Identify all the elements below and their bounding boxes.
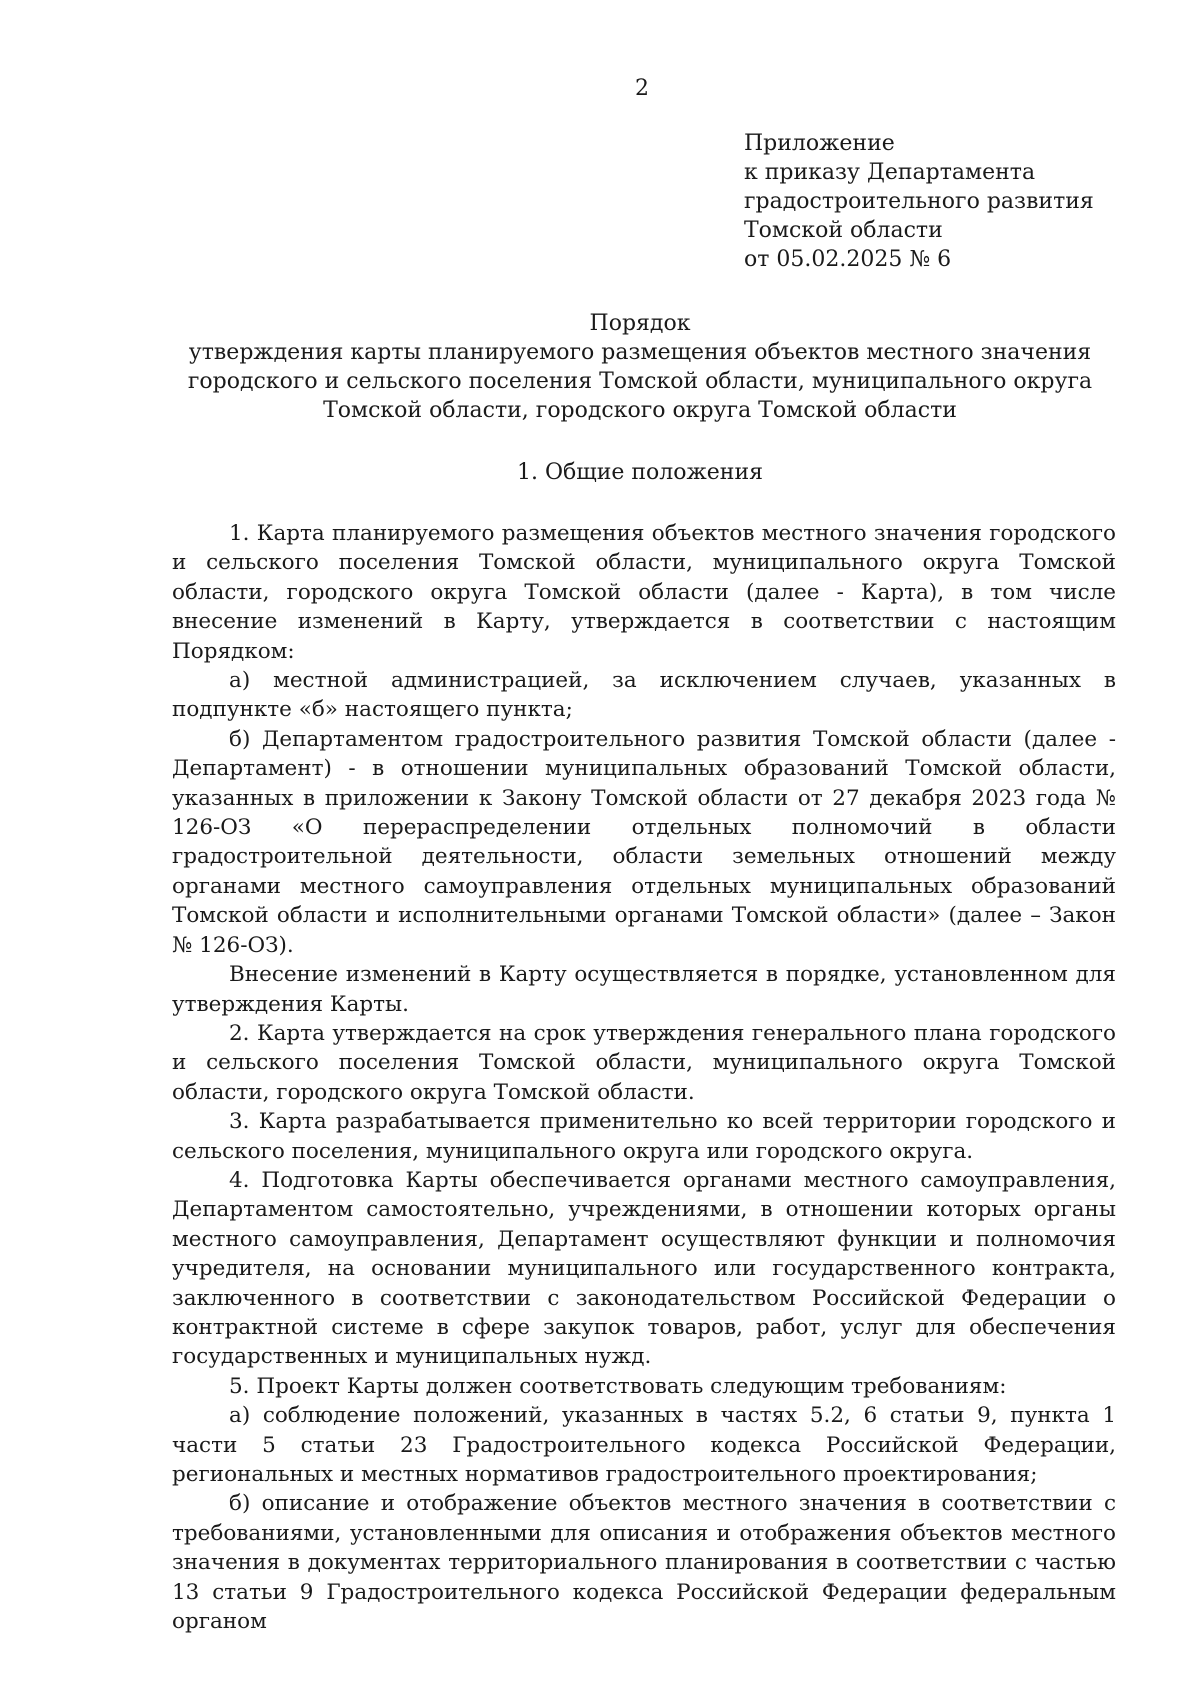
title-line: городского и сельского поселения Томской области, муниципального округа: [187, 369, 1093, 394]
paragraph: б) Департаментом градостроительного развития Томской области (далее - Департамент) - в отношении муниципальных образований Томской области, указанных в приложении к Закону Томской области от 27 декабря 2023 года № 126-ОЗ «О перераспределении отдельных полномочий в области градостроительной деятельности, области земельных отношений между органами местного самоуправления отдельных муниципальных образований Томской области и исполнительными органами Томской области» (далее – Закон № 126-ОЗ).: [172, 726, 1116, 958]
appendix-line: к приказу Департамента: [744, 160, 1036, 185]
paragraph: а) местной администрацией, за исключением случаев, указанных в подпункте «б» настоящего пункта;: [172, 668, 1116, 723]
document-title: [150, 309, 1130, 425]
title-line: утверждения карты планируемого размещения объектов местного значения: [188, 340, 1092, 365]
paragraph: 5. Проект Карты должен соответствовать следующим требованиям:: [229, 1373, 1007, 1399]
appendix-line: Томской области: [744, 218, 943, 243]
document-body: [172, 519, 1116, 1636]
appendix-line: от 05.02.2025 № 6: [744, 247, 952, 272]
paragraph: 4. Подготовка Карты обеспечивается органами местного самоуправления, Департаментом самостоятельно, учреждениями, в отношении которых органы местного самоуправления, Департамент осуществляют функции и полномочия учредителя, на основании муниципального или государственного контракта, заключенного в соответствии с законодательством Российской Федерации о контрактной системе в сфере закупок товаров, работ, услуг для обеспечения государственных и муниципальных нужд.: [172, 1167, 1116, 1370]
page-number: 2: [635, 76, 649, 101]
paragraph: 1. Карта планируемого размещения объектов местного значения городского и сельского поселения Томской области, муниципального округа Томской области, городского округа Томской области (далее - Карта), в том числе внесение изменений в Карту, утверждается в соответствии с настоящим Порядком:: [172, 521, 1116, 664]
paragraph: Внесение изменений в Карту осуществляется в порядке, установленном для утверждения Карты.: [172, 962, 1116, 1017]
appendix-block: [744, 129, 1094, 274]
paragraph: б) описание и отображение объектов местного значения в соответствии с требованиями, установленными для описания и отображения объектов местного значения в документах территориального планирования в соответствии с частью 13 статьи 9 Градостроительного кодекса Российской Федерации федеральным органом: [172, 1491, 1116, 1635]
title-word: Порядок: [589, 311, 691, 336]
appendix-line: градостроительного развития: [744, 189, 1094, 214]
paragraph: а) соблюдение положений, указанных в частях 5.2, 6 статьи 9, пункта 1 части 5 статьи 23 Градостроительного кодекса Российской Федерации, региональных и местных нормативов градостроительного проектирования;: [172, 1403, 1116, 1487]
paragraph: 3. Карта разрабатывается применительно ко всей территории городского и сельского поселения, муниципального округа или городского округа.: [172, 1109, 1116, 1164]
appendix-line: Приложение: [744, 131, 895, 156]
paragraph: 2. Карта утверждается на срок утверждения генерального плана городского и сельского поселения Томской области, муниципального округа Томской области, городского округа Томской области.: [172, 1020, 1116, 1105]
title-line: Томской области, городского округа Томской области: [323, 398, 957, 423]
section-heading: 1. Общие положения: [517, 460, 763, 485]
